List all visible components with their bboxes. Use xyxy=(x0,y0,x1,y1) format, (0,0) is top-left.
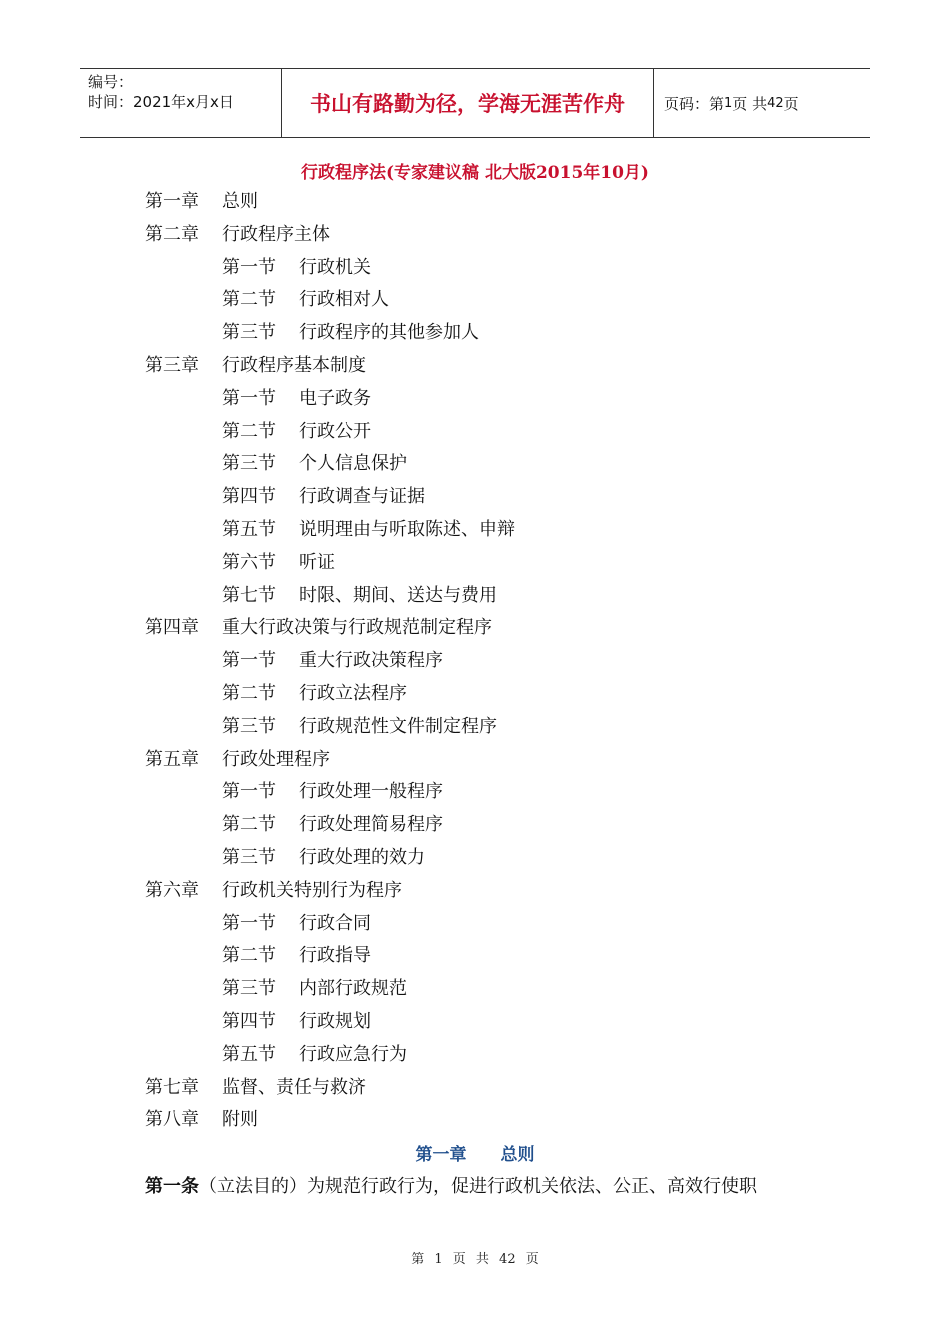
toc-section-row xyxy=(145,776,515,809)
toc-entry-number: 第二节 xyxy=(222,945,276,967)
toc-entry-number: 第七章 xyxy=(145,1076,199,1098)
toc-entry-title: 行政程序主体 xyxy=(222,223,330,245)
toc-entry-number: 第三节 xyxy=(222,453,276,475)
serial-label: 编号： xyxy=(88,73,134,91)
toc-chapter-row xyxy=(145,1104,515,1137)
toc-entry-number: 第一节 xyxy=(222,387,276,409)
toc-entry-title: 行政规划 xyxy=(299,1010,371,1032)
toc-section-row xyxy=(145,514,515,547)
page-header xyxy=(80,68,870,138)
toc-entry-number: 第一节 xyxy=(222,912,276,934)
toc-entry-title: 行政公开 xyxy=(299,420,371,442)
toc-entry-number: 第五节 xyxy=(222,1043,276,1065)
toc-entry-number: 第五章 xyxy=(145,748,199,770)
toc-entry-title: 行政应急行为 xyxy=(299,1043,407,1065)
toc-section-row xyxy=(145,973,515,1006)
page-mid: 页 共 xyxy=(732,94,768,113)
toc-entry-number: 第三章 xyxy=(145,354,199,376)
page-total: 42 xyxy=(767,95,784,111)
toc-section-row xyxy=(145,580,515,613)
toc-section-row xyxy=(145,940,515,973)
toc-section-row xyxy=(145,1006,515,1039)
chapter-heading-name: 总则 xyxy=(500,1145,535,1165)
toc-entry-title: 行政机关特别行为程序 xyxy=(222,879,402,901)
toc-entry-number: 第二章 xyxy=(145,223,199,245)
date-label: 时间：2021年x月x日 xyxy=(88,93,234,111)
toc-section-row xyxy=(145,547,515,580)
toc-entry-number: 第六节 xyxy=(222,551,276,573)
toc-entry-number: 第二节 xyxy=(222,814,276,836)
toc-entry-number: 第三节 xyxy=(222,715,276,737)
toc-section-row xyxy=(145,481,515,514)
toc-entry-number: 第五节 xyxy=(222,518,276,540)
page-footer: 第 1 页 共 42 页 xyxy=(411,1252,539,1267)
toc-entry-number: 第四节 xyxy=(222,1010,276,1032)
toc-entry-title: 行政处理程序 xyxy=(222,748,330,770)
toc-entry-number: 第一章 xyxy=(145,191,199,212)
article-paragraph xyxy=(145,1172,757,1198)
toc-entry-title: 行政程序的其他参加人 xyxy=(299,322,479,344)
toc-chapter-row xyxy=(145,875,515,908)
toc-chapter-row xyxy=(145,350,515,383)
toc-section-row xyxy=(145,284,515,317)
toc-section-row xyxy=(145,448,515,481)
page-label: 页码：第 xyxy=(664,94,725,113)
toc-section-row xyxy=(145,1039,515,1072)
toc-entry-number: 第一节 xyxy=(222,256,276,278)
toc-entry-title: 监督、责任与救济 xyxy=(222,1076,366,1098)
toc-entry-number: 第六章 xyxy=(145,879,199,901)
toc-entry-title: 个人信息保护 xyxy=(299,453,407,475)
toc-entry-number: 第二节 xyxy=(222,289,276,311)
chapter-heading xyxy=(0,1140,950,1165)
header-page-number xyxy=(654,69,870,137)
toc-entry-title: 行政处理的效力 xyxy=(299,846,425,868)
header-motto: 书山有路勤为径，学海无涯苦作舟 xyxy=(282,69,654,137)
toc-entry-title: 行政规范性文件制定程序 xyxy=(299,715,497,737)
toc-entry-title: 行政程序基本制度 xyxy=(222,354,366,376)
toc-entry-title: 重大行政决策与行政规范制定程序 xyxy=(222,617,492,639)
toc-section-row xyxy=(145,842,515,875)
toc-entry-title: 说明理由与听取陈述、申辩 xyxy=(299,518,515,540)
toc-section-row xyxy=(145,908,515,941)
toc-entry-number: 第四节 xyxy=(222,486,276,508)
toc-entry-title: 附则 xyxy=(222,1109,258,1131)
toc-section-row xyxy=(145,678,515,711)
toc-section-row xyxy=(145,645,515,678)
toc-entry-title: 电子政务 xyxy=(299,387,371,409)
table-of-contents xyxy=(145,186,515,1137)
toc-entry-number: 第二节 xyxy=(222,420,276,442)
page-suffix: 页 xyxy=(783,94,799,113)
toc-section-row xyxy=(145,252,515,285)
toc-entry-number: 第三节 xyxy=(222,322,276,344)
toc-chapter-row xyxy=(145,186,515,219)
toc-entry-number: 第一节 xyxy=(222,781,276,803)
toc-entry-title: 总则 xyxy=(222,191,258,212)
toc-section-row xyxy=(145,711,515,744)
toc-section-row xyxy=(145,809,515,842)
toc-entry-title: 行政合同 xyxy=(299,912,371,934)
page-current: 1 xyxy=(724,95,733,111)
toc-entry-number: 第三节 xyxy=(222,978,276,1000)
toc-entry-number: 第八章 xyxy=(145,1109,199,1131)
toc-entry-number: 第一节 xyxy=(222,650,276,672)
toc-entry-title: 行政相对人 xyxy=(299,289,389,311)
toc-chapter-row xyxy=(145,219,515,252)
toc-entry-title: 听证 xyxy=(299,551,335,573)
chapter-heading-no: 第一章 xyxy=(415,1145,467,1165)
toc-chapter-row xyxy=(145,612,515,645)
toc-entry-title: 行政指导 xyxy=(299,945,371,967)
toc-section-row xyxy=(145,416,515,449)
toc-entry-number: 第二节 xyxy=(222,682,276,704)
article-number: 第一条 xyxy=(145,1176,199,1197)
document-title: 行政程序法(专家建议稿 北大版2015年10月) xyxy=(301,163,649,183)
toc-entry-title: 行政机关 xyxy=(299,256,371,278)
toc-entry-title: 内部行政规范 xyxy=(299,978,407,1000)
toc-entry-number: 第三节 xyxy=(222,846,276,868)
toc-entry-title: 重大行政决策程序 xyxy=(299,650,443,672)
toc-entry-number: 第四章 xyxy=(145,617,199,639)
toc-entry-number: 第七节 xyxy=(222,584,276,606)
toc-chapter-row xyxy=(145,744,515,777)
toc-chapter-row xyxy=(145,1072,515,1105)
toc-entry-title: 行政立法程序 xyxy=(299,682,407,704)
article-text: （立法目的）为规范行政行为，促进行政机关依法、公正、高效行使职 xyxy=(199,1176,757,1197)
header-meta xyxy=(80,69,282,137)
toc-entry-title: 时限、期间、送达与费用 xyxy=(299,584,497,606)
toc-section-row xyxy=(145,317,515,350)
toc-entry-title: 行政调查与证据 xyxy=(299,486,425,508)
toc-section-row xyxy=(145,383,515,416)
toc-entry-title: 行政处理一般程序 xyxy=(299,781,443,803)
toc-entry-title: 行政处理简易程序 xyxy=(299,814,443,836)
